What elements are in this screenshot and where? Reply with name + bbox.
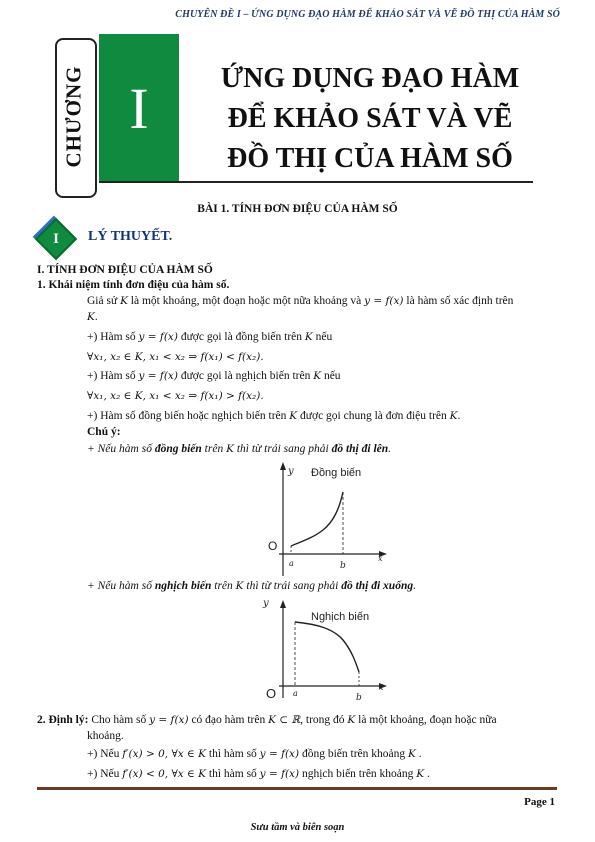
paragraph-definition-cont bbox=[87, 310, 98, 325]
text-span: . bbox=[94, 311, 98, 323]
chapter-title-underline bbox=[99, 181, 533, 183]
paragraph-definition bbox=[87, 294, 513, 309]
math-span: y = f(x) bbox=[149, 714, 189, 726]
text-span: +) Nếu bbox=[87, 768, 123, 780]
item1-title: 1. Khái niệm tính đơn điệu của hàm số. bbox=[37, 279, 230, 291]
math-span: K bbox=[87, 311, 95, 323]
theorem-case-positive bbox=[87, 747, 422, 762]
origin-label: O bbox=[266, 686, 277, 701]
text-span: thì hàm số bbox=[206, 748, 260, 760]
x-axis-label: x bbox=[378, 554, 383, 563]
footer-credit: Sưu tầm và biên soạn bbox=[250, 822, 345, 833]
text-span: +) Hàm số bbox=[87, 370, 139, 382]
text-span: . bbox=[413, 580, 416, 592]
chapter-title-line-2: ĐỂ KHẢO SÁT VÀ VẼ bbox=[227, 103, 513, 134]
tick-a-label: a bbox=[289, 559, 294, 568]
graph-title: Đồng biến bbox=[311, 467, 362, 479]
text-span: đồng biến bbox=[154, 443, 202, 455]
tick-b-label: b bbox=[356, 693, 362, 703]
text-span: +) Hàm số đồng biến hoặc nghịch biến trên bbox=[87, 410, 290, 422]
section-badge: I bbox=[53, 230, 59, 247]
math-span: K bbox=[235, 580, 244, 592]
monotone-definition bbox=[87, 409, 460, 424]
math-span: f′(x) < 0, ∀x ∈ K bbox=[122, 768, 206, 780]
math-span: K ⊂ ℝ bbox=[268, 714, 301, 726]
text-span: trên bbox=[201, 443, 227, 455]
chapter-title-line-3: ĐỒ THỊ CỦA HÀM SỐ bbox=[227, 143, 513, 174]
chapter-number-box bbox=[99, 34, 179, 182]
y-axis-arrow-icon bbox=[280, 600, 286, 608]
section-heading: LÝ THUYẾT. bbox=[88, 229, 173, 244]
running-header: CHUYÊN ĐỀ I – ỨNG DỤNG ĐẠO HÀM ĐỂ KHẢO SÁT VÀ VẼ ĐỒ THỊ CỦA HÀM SỐ bbox=[175, 9, 560, 20]
theorem-statement-cont: khoảng. bbox=[87, 730, 124, 742]
y-axis-arrow-icon bbox=[280, 462, 286, 470]
text-span: + Nếu hàm số bbox=[87, 580, 155, 592]
text-span: thì từ trái sang phải bbox=[243, 580, 342, 592]
text-span: +) Nếu bbox=[87, 748, 123, 760]
origin-label: O bbox=[268, 539, 278, 553]
x-axis-label: x bbox=[379, 683, 384, 692]
text-span: được gọi là nghịch biến trên bbox=[177, 370, 314, 382]
math-span: K bbox=[120, 295, 128, 307]
text-span: có đạo hàm trên bbox=[188, 714, 269, 726]
math-span: K bbox=[347, 714, 356, 726]
note-decreasing bbox=[87, 579, 416, 594]
note-title: Chú ý: bbox=[87, 426, 121, 438]
math-span: y = f(x) bbox=[259, 748, 300, 760]
theorem-case-negative bbox=[87, 767, 430, 782]
math-span: f′(x) > 0, ∀x ∈ K bbox=[122, 748, 206, 760]
text-span: là một khoảng, đoạn hoặc nữa bbox=[355, 714, 497, 726]
decreasing-definition bbox=[87, 369, 341, 384]
y-axis-label: y bbox=[288, 466, 294, 477]
tick-a-label: a bbox=[293, 689, 298, 698]
chapter-word-text: CHƯƠNG bbox=[61, 64, 86, 168]
text-span: . bbox=[457, 410, 461, 422]
text-span: Cho hàm số bbox=[88, 714, 150, 726]
sub-heading: I. TÍNH ĐƠN ĐIỆU CỦA HÀM SỐ bbox=[37, 264, 213, 276]
lesson-title: BÀI 1. TÍNH ĐƠN ĐIỆU CỦA HÀM SỐ bbox=[197, 203, 398, 215]
math-span: K bbox=[449, 410, 458, 422]
graph-title: Nghịch biến bbox=[311, 611, 370, 623]
math-span: y = f(x) bbox=[138, 331, 178, 343]
math-span: K bbox=[408, 748, 416, 760]
text-span: nếu bbox=[321, 370, 341, 382]
text-span: là một khoảng, một đoạn hoặc một nữa khoảng và bbox=[127, 295, 365, 307]
increasing-formula: ∀x₁, x₂ ∈ K, x₁ < x₂ ⇒ f(x₁) < f(x₂). bbox=[87, 351, 264, 363]
math-span: y = f(x) bbox=[259, 768, 300, 780]
text-span: nếu bbox=[312, 331, 333, 343]
text-span: trên bbox=[211, 580, 236, 592]
text-span: 2. Định lý: bbox=[37, 714, 89, 726]
decreasing-curve bbox=[295, 622, 359, 672]
text-span: được gọi chung là đơn điệu trên bbox=[297, 410, 450, 422]
tick-b-label: b bbox=[340, 561, 346, 571]
math-span: K bbox=[226, 443, 234, 455]
math-span: K bbox=[289, 410, 298, 422]
chapter-number: I bbox=[129, 75, 149, 141]
increasing-curve bbox=[291, 492, 343, 546]
text-span: là hàm số xác định trên bbox=[403, 295, 514, 307]
text-span: đồ thị đi lên bbox=[331, 443, 389, 455]
math-span: K bbox=[313, 370, 322, 382]
page-number: Page 1 bbox=[524, 796, 555, 808]
math-span: y = f(x) bbox=[138, 370, 178, 382]
decreasing-graph bbox=[255, 594, 395, 706]
text-span: đồ thị đi xuống bbox=[341, 580, 414, 592]
text-span: đồng biến trên khoảng bbox=[299, 748, 408, 760]
text-span: nghịch biến bbox=[154, 580, 212, 592]
math-span: K bbox=[304, 331, 313, 343]
math-span: y = f(x) bbox=[364, 295, 404, 307]
text-span: Giả sử bbox=[87, 295, 121, 307]
y-axis-label: y bbox=[263, 598, 269, 609]
chapter-title bbox=[190, 59, 550, 179]
chapter-word bbox=[55, 38, 93, 194]
text-span: + Nếu hàm số bbox=[87, 443, 155, 455]
text-span: được gọi là đồng biến trên bbox=[177, 331, 305, 343]
footer-divider bbox=[37, 787, 557, 790]
note-increasing bbox=[87, 442, 391, 457]
theorem-statement bbox=[37, 713, 497, 728]
increasing-definition bbox=[87, 330, 332, 345]
text-span: , trong đó bbox=[300, 714, 348, 726]
text-span: . bbox=[424, 768, 430, 780]
chapter-title-line-1: ỨNG DỤNG ĐẠO HÀM bbox=[220, 63, 520, 94]
increasing-graph bbox=[255, 458, 395, 580]
text-span: +) Hàm số bbox=[87, 331, 139, 343]
text-span: thì hàm số bbox=[206, 768, 260, 780]
text-span: . bbox=[388, 443, 392, 455]
text-span: nghịch biến trên khoảng bbox=[299, 768, 417, 780]
text-span: . bbox=[415, 748, 422, 760]
decreasing-formula: ∀x₁, x₂ ∈ K, x₁ < x₂ ⇒ f(x₁) > f(x₂). bbox=[87, 390, 264, 402]
math-span: K bbox=[416, 768, 425, 780]
text-span: thì từ trái sang phải bbox=[233, 443, 332, 455]
